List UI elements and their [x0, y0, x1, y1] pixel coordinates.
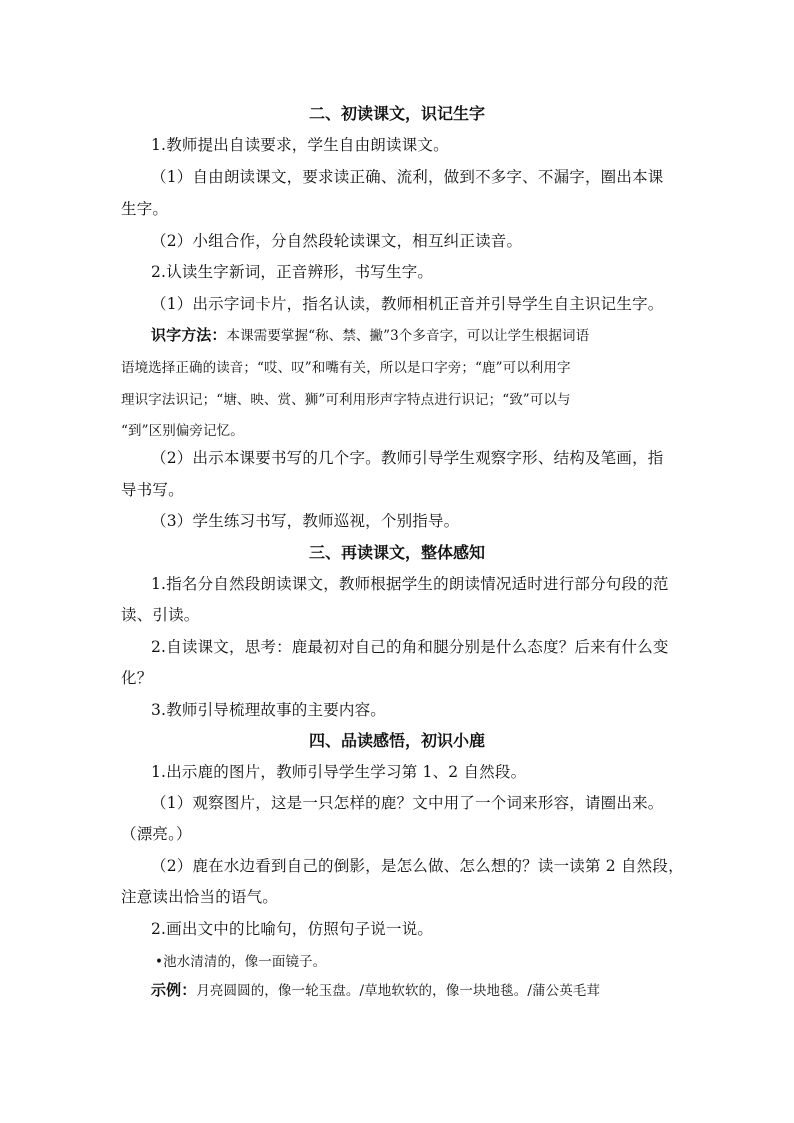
- method-note-line: 语境选择正确的读音；“哎、叹”和嘴有关，所以是口字旁；“鹿”可以利用字: [121, 360, 571, 376]
- paragraph: 1.出示鹿的图片，教师引导学生学习第 1、2 自然段。: [151, 763, 527, 781]
- paragraph: 3.教师引导梳理故事的主要内容。: [151, 701, 386, 719]
- bullet-example: •池水清清的，像一面镜子。: [155, 954, 327, 970]
- paragraph: 2.认读生字新词，正音辨形，书写生字。: [151, 263, 434, 281]
- paragraph: 生字。: [121, 200, 169, 218]
- method-note-line: “到”区别偏旁记忆。: [121, 423, 244, 439]
- method-text: 本课需要掌握“称、禁、撇”3个多音字，可以让学生根据词语: [226, 328, 590, 344]
- method-note-line: [151, 324, 589, 345]
- section-4-heading: 四、品读感悟，初识小鹿: [308, 731, 485, 750]
- paragraph: （1）自由朗读课文，要求读正确、流利，做到不多字、不漏字，圈出本课: [151, 168, 664, 186]
- example-line: [151, 979, 600, 1000]
- paragraph: （1）出示字词卡片，指名认读，教师相机正音并引导学生自主识记生字。: [151, 295, 664, 313]
- paragraph: 导书写。: [121, 481, 184, 499]
- example-text: 月亮圆圆的，像一轮玉盘。/草地软软的，像一块地毯。/蒲公英毛茸: [196, 983, 601, 999]
- paragraph: 注意读出恰当的语气。: [121, 888, 279, 906]
- paragraph: （3）学生练习书写，教师巡视，个别指导。: [151, 512, 460, 530]
- example-label: 示例：: [151, 981, 197, 999]
- paragraph: 1.教师提出自读要求，学生自由朗读课文。: [151, 136, 449, 154]
- paragraph: （漂亮。）: [121, 825, 192, 843]
- paragraph: 1.指名分自然段朗读课文，教师根据学生的朗读情况适时进行部分句段的范: [151, 575, 669, 593]
- method-label: 识字方法：: [151, 326, 227, 344]
- paragraph: （1）观察图片，这是一只怎样的鹿？文中用了一个词来形容，请圈出来。: [151, 794, 664, 812]
- paragraph: 2.自读课文，思考：鹿最初对自己的角和腿分别是什么态度？后来有什么变: [151, 638, 669, 656]
- paragraph: （2）鹿在水边看到自己的倒影，是怎么做、怎么想的？读一读第 2 自然段，: [151, 857, 684, 875]
- paragraph: （2）小组合作，分自然段轮读课文，相互纠正读音。: [151, 232, 523, 250]
- section-2-heading: 二、初读课文，识记生字: [308, 104, 485, 123]
- paragraph: 读、引读。: [121, 606, 200, 624]
- paragraph: 化？: [121, 669, 153, 687]
- paragraph: 2.画出文中的比喻句，仿照句子说一说。: [151, 920, 434, 938]
- paragraph: （2）出示本课要书写的几个字。教师引导学生观察字形、结构及笔画，指: [151, 449, 664, 467]
- section-3-heading: 三、再读课文，整体感知: [308, 543, 485, 562]
- method-note-line: 理识字法识记；“塘、映、赏、狮”可利用形声字特点进行识记；“致”可以与: [121, 392, 571, 408]
